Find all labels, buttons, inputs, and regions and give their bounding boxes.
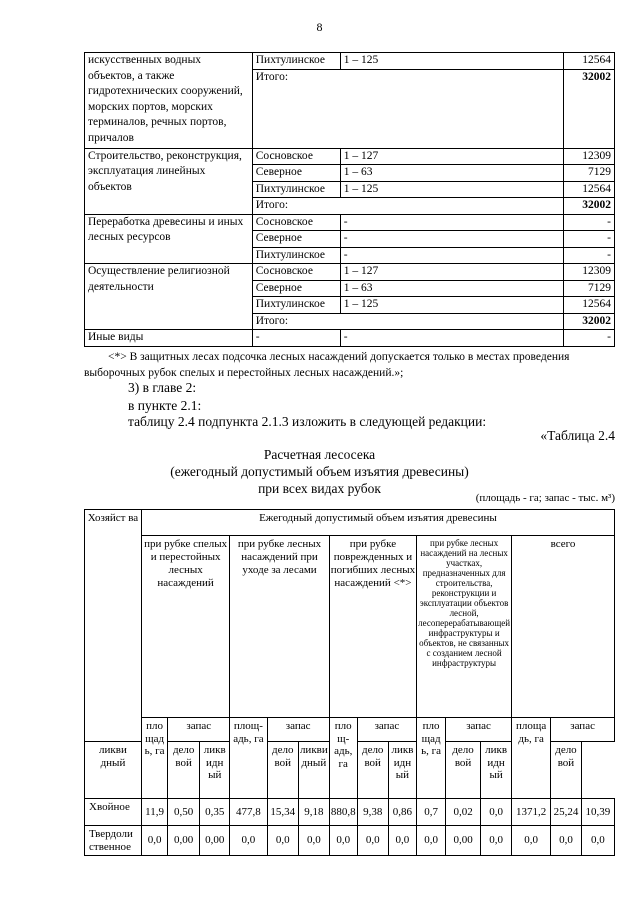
value-cell: 0,0 <box>551 826 582 856</box>
table-caption: «Таблица 2.4 <box>540 428 615 443</box>
quarters-cell: 1 – 63 <box>340 165 563 182</box>
table-row <box>85 799 615 826</box>
purpose-cell: искусственных водных объектов, а также гидротехнических сооружений, морских портов, морских терминалов, речных портов, причалов <box>85 53 253 149</box>
value-cell: 0,00 <box>200 826 230 856</box>
area-total-value: 32002 <box>582 70 611 83</box>
liquid-header: ликви дный <box>298 742 329 799</box>
table-row <box>85 826 615 856</box>
liquid-header: ликви дный <box>85 742 142 799</box>
table-title <box>0 446 639 497</box>
value-cell: 0,0 <box>298 826 329 856</box>
paragraph-point: в пункте 2.1: <box>128 398 202 413</box>
value-cell: 1371,2 <box>512 799 551 826</box>
value-cell: 0,0 <box>267 826 298 856</box>
forestry-cell: Северное <box>252 231 340 248</box>
species-cell: Хвойное <box>85 799 142 826</box>
value-cell: 0,0 <box>388 826 416 856</box>
species-cell: Твердоли ственное <box>85 826 142 856</box>
stock-header: запас <box>168 718 230 742</box>
stock-header: запас <box>551 718 615 742</box>
value-cell: 0,00 <box>168 826 200 856</box>
forestry-cell: Северное <box>252 280 340 297</box>
area-total-value: 32002 <box>582 314 611 327</box>
forestry-cell: Сосновское <box>252 148 340 165</box>
quarters-cell: - <box>340 247 563 264</box>
forestry-cell: Пихтулинское <box>252 181 340 198</box>
area-header: пло щ- адь, га <box>329 718 357 799</box>
purpose-cell: Строительство, реконструкция, эксплуатация линейных объектов <box>85 148 253 214</box>
value-cell: 0,0 <box>357 826 388 856</box>
page-number: 8 <box>316 20 323 34</box>
title-line-1: Расчетная лесосека <box>263 447 376 462</box>
value-cell: 9,38 <box>357 799 388 826</box>
paragraph-chapter: 3) в главе 2: <box>128 380 197 395</box>
value-cell: 0,0 <box>481 826 512 856</box>
quarters-cell: - <box>340 231 563 248</box>
value-cell: 11,9 <box>141 799 167 826</box>
value-cell: 0,0 <box>230 826 267 856</box>
forestry-cell: - <box>252 330 340 347</box>
area-cell: 12564 <box>564 53 615 70</box>
allowable-cut-table <box>84 509 615 856</box>
purpose-cell: Иные виды <box>85 330 253 347</box>
liquid-header: ликв идн ый <box>481 742 512 799</box>
area-total-cell <box>564 69 615 148</box>
value-cell: 25,24 <box>551 799 582 826</box>
forestry-cell: Итого: <box>252 198 563 215</box>
header-main: Ежегодный допустимый объем изъятия древесины <box>141 510 614 536</box>
purpose-cell: Переработка древесины и иных лесных ресурсов <box>85 214 253 264</box>
value-cell: 0,02 <box>446 799 481 826</box>
business-header: дело вой <box>267 742 298 799</box>
units-note: (площадь - га; запас - тыс. м³) <box>475 492 615 504</box>
area-cell: - <box>564 330 615 347</box>
area-header: площ- адь, га <box>230 718 267 799</box>
forestry-cell: Пихтулинское <box>252 297 340 314</box>
value-cell: 0,0 <box>481 799 512 826</box>
quarters-cell: - <box>340 330 563 347</box>
liquid-header: ликв идн ый <box>200 742 230 799</box>
group-header-thinning: при рубке лесных насаждений при уходе за лесами <box>230 536 329 718</box>
value-cell: 0,0 <box>417 826 446 856</box>
forestry-cell: Итого: <box>252 313 563 330</box>
value-cell: 0,50 <box>168 799 200 826</box>
business-header: дело вой <box>357 742 388 799</box>
area-cell: - <box>564 231 615 248</box>
title-line-3: при всех видах рубок <box>258 481 381 496</box>
area-total-cell <box>564 198 615 215</box>
area-header: площа дь, га <box>512 718 551 799</box>
stock-header: запас <box>446 718 512 742</box>
table-row <box>85 148 615 165</box>
area-cell: 12564 <box>564 297 615 314</box>
stock-header: запас <box>267 718 329 742</box>
forestry-cell: Северное <box>252 165 340 182</box>
table-row <box>85 53 615 70</box>
value-cell: 0,0 <box>581 826 614 856</box>
title-line-2: (ежегодный допустимый объем изъятия древесины) <box>170 464 469 479</box>
forestry-cell: Итого: <box>252 69 563 148</box>
land-use-table <box>84 52 615 347</box>
value-cell: 9,18 <box>298 799 329 826</box>
area-cell: 7129 <box>564 280 615 297</box>
area-cell: - <box>564 247 615 264</box>
value-cell: 880,8 <box>329 799 357 826</box>
area-header: пло щад ь, га <box>141 718 167 799</box>
business-header: дело вой <box>446 742 481 799</box>
table-row <box>85 264 615 281</box>
area-cell: 12309 <box>564 148 615 165</box>
value-cell: 15,34 <box>267 799 298 826</box>
header-farm: Хозяйст ва <box>85 510 142 742</box>
quarters-cell: - <box>340 214 563 231</box>
quarters-cell: 1 – 127 <box>340 148 563 165</box>
forestry-cell: Пихтулинское <box>252 247 340 264</box>
value-cell: 477,8 <box>230 799 267 826</box>
value-cell: 0,0 <box>512 826 551 856</box>
value-cell: 0,86 <box>388 799 416 826</box>
forestry-cell: Пихтулинское <box>252 53 340 70</box>
area-cell: 12309 <box>564 264 615 281</box>
area-cell: 12564 <box>564 181 615 198</box>
business-header: дело вой <box>168 742 200 799</box>
area-cell: 7129 <box>564 165 615 182</box>
quarters-cell: 1 – 127 <box>340 264 563 281</box>
quarters-cell: 1 – 125 <box>340 297 563 314</box>
value-cell: 0,00 <box>446 826 481 856</box>
area-total-value: 32002 <box>582 199 611 211</box>
purpose-cell: Осуществление религиозной деятельности <box>85 264 253 330</box>
forestry-cell: Сосновское <box>252 214 340 231</box>
stock-header: запас <box>357 718 416 742</box>
group-header-construction: при рубке лесных насаждений на лесных участках, предназначенных для строительства, реконструкции и эксплуатации объектов лесной, лесоперерабатывающей инфраструктуры и объектов, не связанных с созданием лесной инфраструктуры <box>417 536 512 718</box>
quarters-cell: 1 – 63 <box>340 280 563 297</box>
value-cell: 10,39 <box>581 799 614 826</box>
value-cell: 0,0 <box>141 826 167 856</box>
area-total-cell <box>564 313 615 330</box>
value-cell: 0,7 <box>417 799 446 826</box>
area-cell: - <box>564 214 615 231</box>
footnote: <*> В защитных лесах подсочка лесных насаждений допускается только в местах проведения выборочных рубок спелых и перестойных лесных насаждений.»; <box>84 351 570 379</box>
liquid-header: ликв идн ый <box>388 742 416 799</box>
table-row <box>85 330 615 347</box>
quarters-cell: 1 – 125 <box>340 181 563 198</box>
group-header-mature: при рубке спелых и перестойных лесных насаждений <box>141 536 229 718</box>
area-header: пло щад ь, га <box>417 718 446 799</box>
value-cell: 0,35 <box>200 799 230 826</box>
forestry-cell: Сосновское <box>252 264 340 281</box>
paragraph-instruction: таблицу 2.4 подпункта 2.1.3 изложить в следующей редакции: <box>128 414 487 429</box>
quarters-cell: 1 – 125 <box>340 53 563 70</box>
group-header-damaged: при рубке поврежденных и погибших лесных насаждений <*> <box>329 536 416 718</box>
group-header-total: всего <box>512 536 615 718</box>
value-cell: 0,0 <box>329 826 357 856</box>
table-row <box>85 214 615 231</box>
business-header: дело вой <box>551 742 582 799</box>
